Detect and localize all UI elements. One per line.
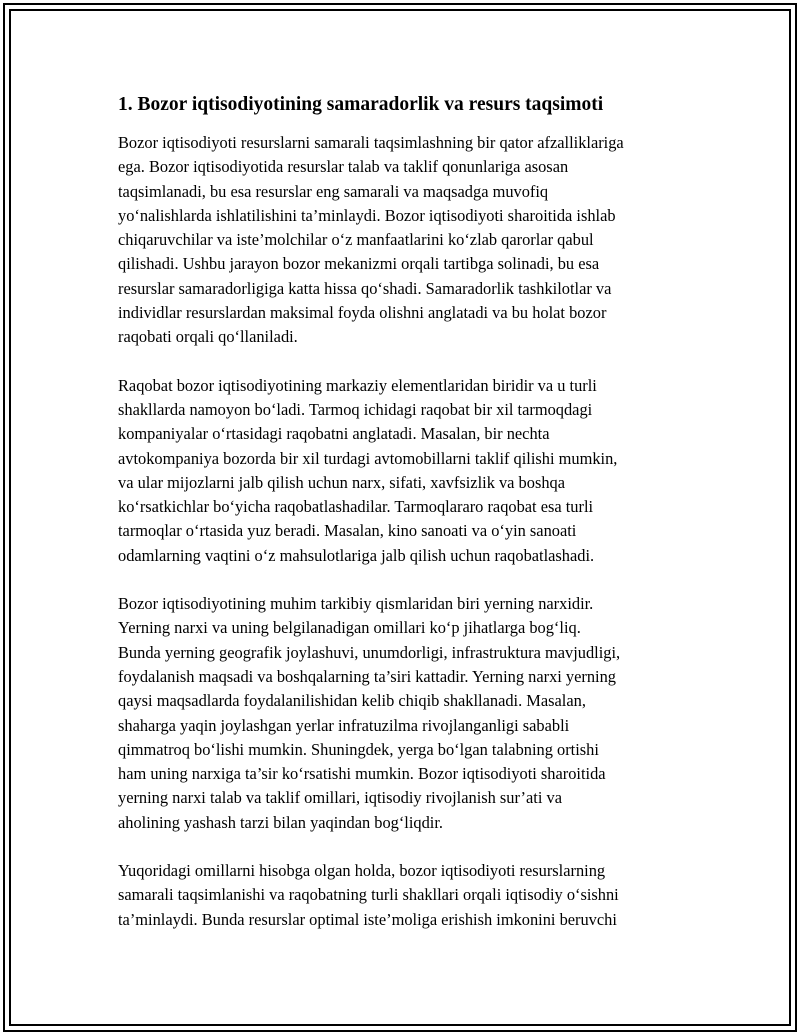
text-line: Bozor iqtisodiyotining muhim tarkibiy qismlaridan biri yerning narxidir. (118, 594, 594, 614)
text-line: odamlarning vaqtini o‘z mahsulotlariga jalb qilish uchun raqobatlashadi. (118, 545, 595, 565)
text-line: shakllarda namoyon bo‘ladi. Tarmoq ichidagi raqobat bir xil tarmoqdagi (118, 399, 593, 419)
paragraph-competition (118, 374, 698, 568)
text-line: va ular mijozlarni jalb qilish uchun narx, sifati, xavfsizlik va boshqa (118, 472, 565, 492)
text-line: shaharga yaqin joylashgan yerlar infratuzilma rivojlanganligi sababli (118, 715, 570, 735)
text-line: Yerning narxi va uning belgilanadigan omillari ko‘p jihatlarga bog‘liq. (118, 618, 581, 638)
text-line: Bozor iqtisodiyoti resurslarni samarali taqsimlashning bir qator afzalliklariga (118, 133, 624, 152)
text-line: Raqobat bozor iqtisodiyotining markaziy elementlaridan biridir va u turli (118, 375, 597, 395)
text-line: raqobati orqali qo‘llaniladi. (118, 327, 298, 347)
text-line: aholining yashash tarzi bilan yaqindan bog‘liqdir. (118, 812, 444, 832)
text-line: chiqaruvchilar va iste’molchilar o‘z manfaatlarini ko‘zlab qarorlar qabul (118, 230, 594, 250)
text-line: qaysi maqsadlarda foydalanilishidan kelib chiqib shakllanadi. Masalan, (118, 691, 586, 711)
text-line: ega. Bozor iqtisodiyotida resurslar talab va taklif qonunlariga asosan (118, 157, 569, 177)
document-body (118, 92, 698, 956)
text-line: ko‘rsatkichlar bo‘yicha raqobatlashadilar. Tarmoqlararo raqobat esa turli (118, 497, 594, 517)
text-line: Bunda yerning geografik joylashuvi, unumdorligi, infrastruktura mavjudligi, (118, 642, 621, 662)
text-line: avtokompaniya bozorda bir xil turdagi avtomobillarni taklif qilishi mumkin, (118, 448, 618, 468)
text-line: Yuqoridagi omillarni hisobga olgan holda, bozor iqtisodiyoti resurslarning (118, 861, 606, 881)
text-line: taqsimlanadi, bu esa resurslar eng samarali va maqsadga muvofiq (118, 181, 549, 201)
text-line: individlar resurslardan maksimal foyda olishni anglatadi va bu holat bozor (118, 303, 607, 323)
paragraph-land-price (118, 592, 698, 835)
text-line: foydalanish maqsadi va boshqalarning ta’siri kattadir. Yerning narxi yerning (118, 666, 616, 686)
paragraph-efficiency (118, 131, 698, 350)
section-heading: 1. Bozor iqtisodiyotining samaradorlik va resurs taqsimoti (118, 94, 604, 115)
text-line: ham uning narxiga ta’sir ko‘rsatishi mumkin. Bozor iqtisodiyoti sharoitida (118, 764, 606, 784)
text-line: ta’minlaydi. Bunda resurslar optimal iste’moliga erishish imkonini beruvchi (118, 909, 617, 929)
text-line: kompaniyalar o‘rtasidagi raqobatni anglatadi. Masalan, bir nechta (118, 424, 550, 444)
text-line: tarmoqlar o‘rtasida yuz beradi. Masalan, kino sanoati va o‘yin sanoati (118, 521, 577, 541)
text-line: resurslar samaradorligiga katta hissa qo‘shadi. Samaradorlik tashkilotlar va (118, 278, 612, 298)
text-line: qilishadi. Ushbu jarayon bozor mekanizmi orqali tartibga solinadi, bu esa (118, 254, 600, 274)
text-line: yo‘nalishlarda ishlatilishini ta’minlaydi. Bozor iqtisodiyoti sharoitida ishlab (118, 205, 616, 225)
text-line: yerning narxi talab va taklif omillari, iqtisodiy rivojlanish sur’ati va (118, 788, 562, 808)
paragraph-conclusion (118, 859, 698, 932)
text-line: samarali taqsimlanishi va raqobatning turli shakllari orqali iqtisodiy o‘sishni (118, 885, 619, 905)
text-line: qimmatroq bo‘lishi mumkin. Shuningdek, yerga bo‘lgan talabning ortishi (118, 739, 599, 759)
